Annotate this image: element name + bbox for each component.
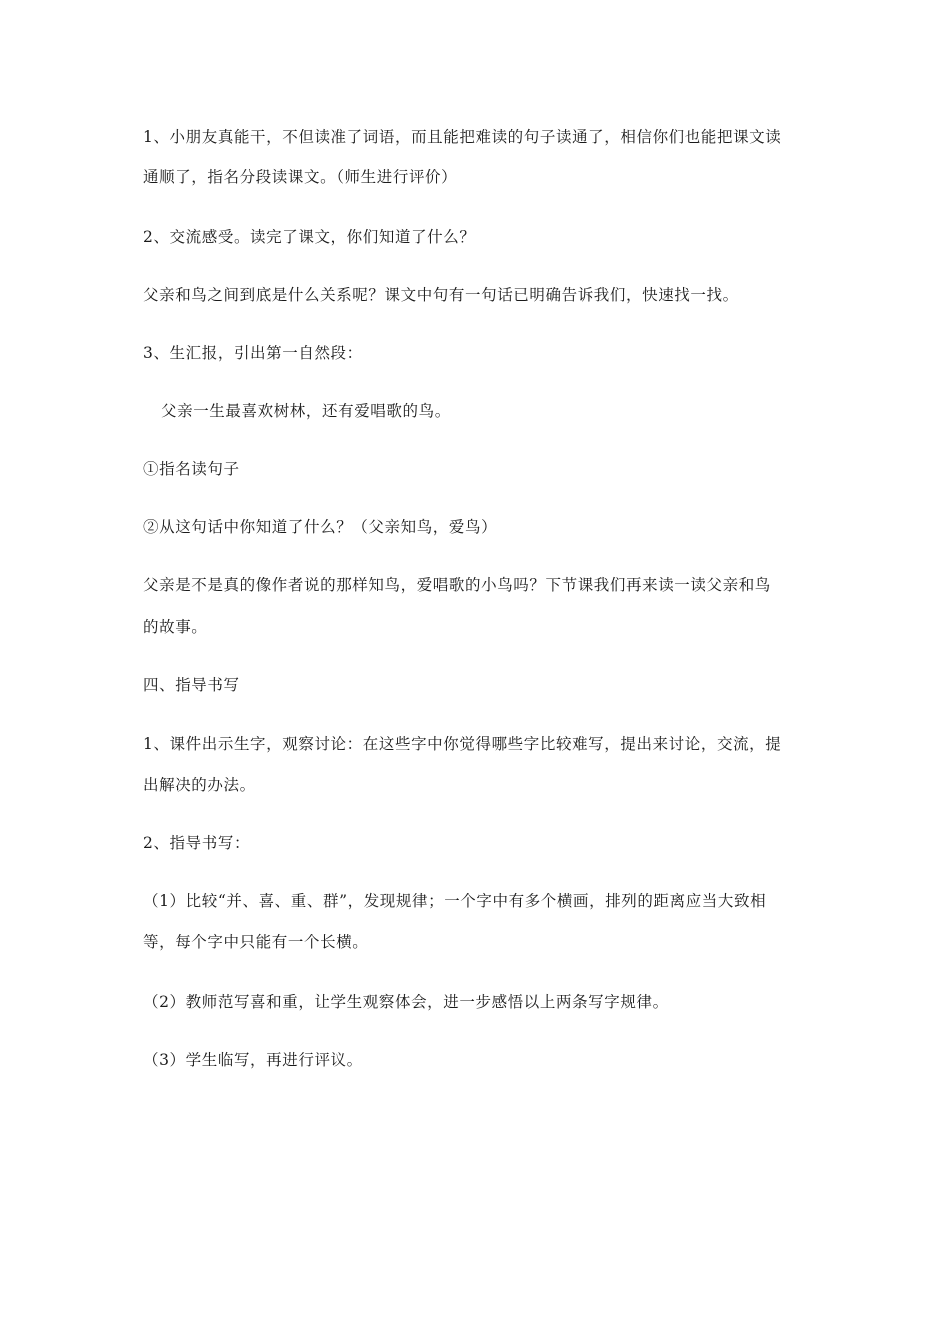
paragraph-line: （1）比较“并、喜、重、群”，发现规律；一个字中有多个横画，排列的距离应当大致相 [143,892,767,910]
paragraph-line: 2、交流感受。读完了课文，你们知道了什么？ [143,228,476,246]
section-heading: 四、指导书写 [143,676,240,694]
paragraph-line: 1、小朋友真能干，不但读准了词语，而且能把难读的句子读通了，相信你们也能把课文读 [143,128,782,146]
paragraph-line: 父亲和鸟之间到底是什么关系呢？课文中句有一句话已明确告诉我们，快速找一找。 [143,286,739,304]
paragraph-line: 等，每个字中只能有一个长横。 [143,933,369,951]
paragraph-line: 出解决的办法。 [143,776,256,794]
quoted-sentence: 父亲一生最喜欢树林，还有爱唱歌的鸟。 [161,402,451,420]
paragraph-line: ①指名读句子 [143,460,240,478]
paragraph-line: 父亲是不是真的像作者说的那样知鸟，爱唱歌的小鸟吗？下节课我们再来读一读父亲和鸟 [143,576,771,594]
paragraph-line: ②从这句话中你知道了什么？（父亲知鸟，爱鸟） [143,518,498,536]
paragraph-line: 3、生汇报，引出第一自然段： [143,344,363,362]
paragraph-line: 通顺了，指名分段读课文。（师生进行评价） [143,168,458,186]
paragraph-line: 2、指导书写： [143,834,251,852]
paragraph-line: 1、课件出示生字，观察讨论：在这些字中你觉得哪些字比较难写，提出来讨论，交流，提 [143,735,782,753]
paragraph-line: （3）学生临写，再进行评议。 [143,1051,363,1069]
paragraph-line: 的故事。 [143,618,208,636]
paragraph-line: （2）教师范写喜和重，让学生观察体会，进一步感悟以上两条写字规律。 [143,993,669,1011]
